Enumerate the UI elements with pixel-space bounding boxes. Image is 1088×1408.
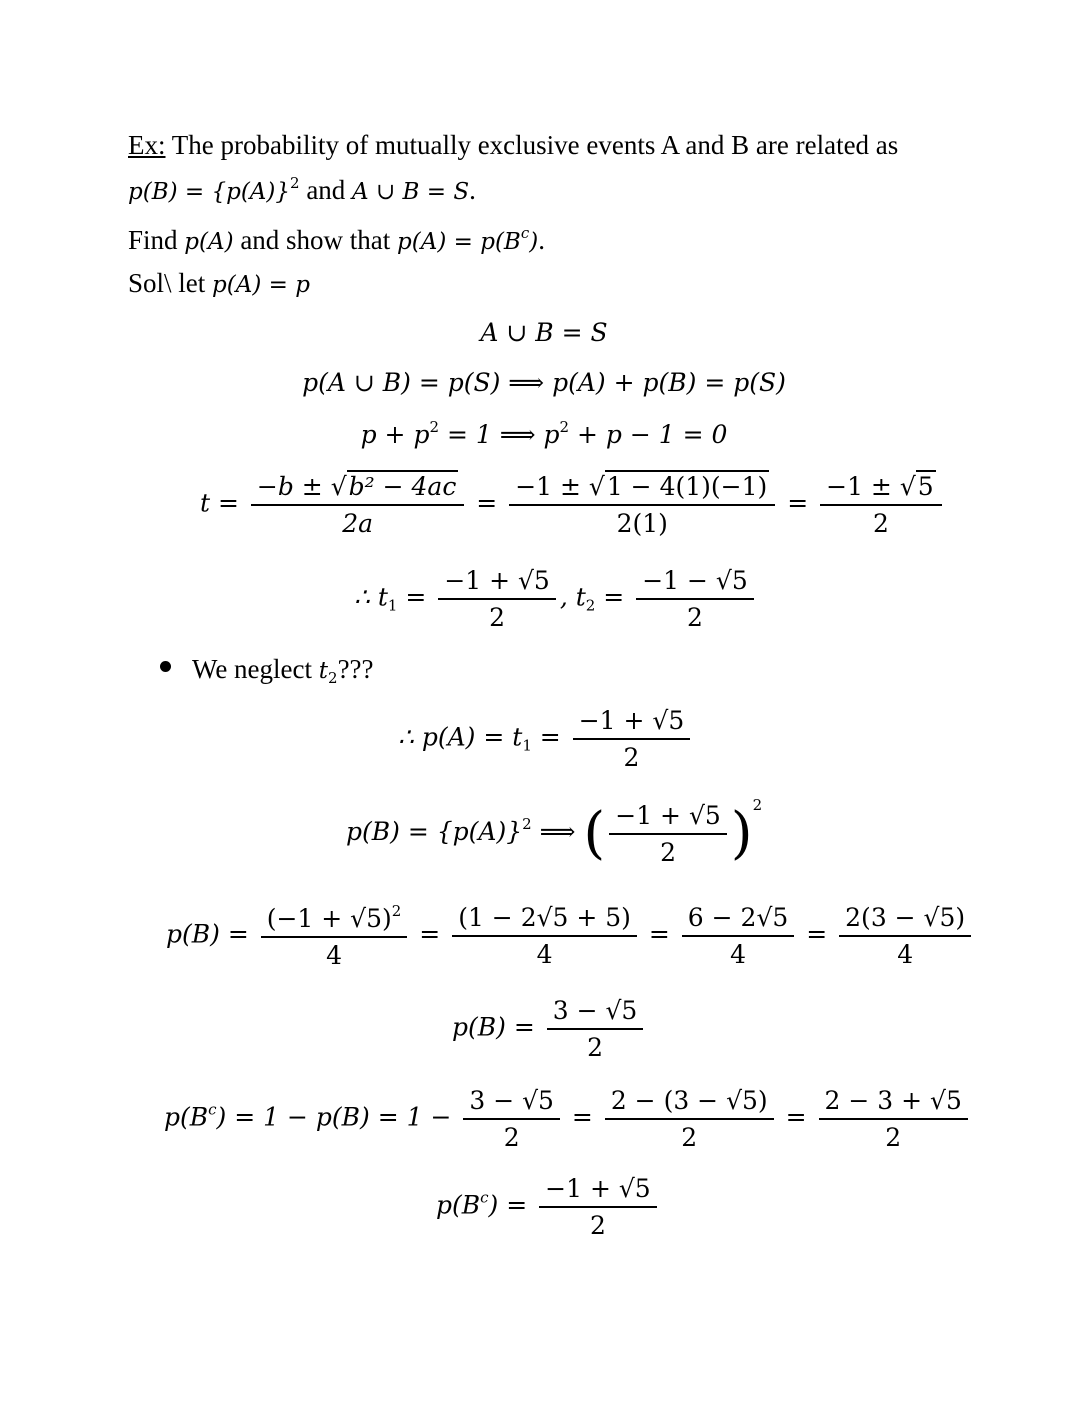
- eq-pbc-expand: [164, 1086, 972, 1152]
- pb-eq-2: =: [648, 919, 670, 949]
- bullet-label: We neglect: [192, 654, 319, 684]
- example-label: Ex:: [128, 130, 166, 160]
- quad-sq-2: 2: [559, 418, 570, 436]
- t-lhs: t =: [200, 488, 239, 518]
- equals-t1: =: [405, 582, 427, 612]
- problem-line-3: [128, 216, 545, 259]
- pb-result-num: 3 − √5: [547, 996, 644, 1030]
- frac-pb-inner: [609, 801, 727, 867]
- period: .: [469, 175, 476, 205]
- t1-sub: 1: [387, 596, 398, 615]
- pbc-eq-1: =: [571, 1102, 593, 1132]
- pbc2-num: 2 − (3 − √5): [605, 1086, 774, 1120]
- frac-pb-4: [839, 903, 971, 969]
- simp-den: 2: [872, 509, 889, 538]
- sub-num-b: 1 − 4(1)(−1): [606, 472, 768, 501]
- frac-pb-1: [261, 902, 408, 970]
- bullet-t: t: [318, 658, 329, 684]
- pa-expr: p(A): [184, 229, 234, 255]
- problem-line-1: [128, 128, 898, 162]
- frac-pbc-result: [539, 1174, 657, 1240]
- pb-result-den: 2: [587, 1033, 603, 1062]
- simp-num-a: −1 ±: [826, 472, 900, 501]
- pb-result-lhs: p(B) =: [452, 1012, 535, 1042]
- frac-substituted: $\frac{-1 \pm √1 - 4(1)(-1)}{2(1)}$: [509, 472, 775, 538]
- problem-line-2: [128, 166, 476, 209]
- pbc-lhs-b: ) = 1 − p(B) = 1 −: [216, 1102, 452, 1132]
- pb1-den: 4: [326, 941, 342, 970]
- eq-roots: [354, 566, 758, 632]
- pb-lhs: p(B) = {p(A)}: [346, 817, 523, 846]
- frac-pb-2: [452, 903, 637, 969]
- pb-inner-num: −1 + √5: [609, 801, 727, 835]
- period: .: [538, 225, 545, 255]
- quad-part-a: p + p: [360, 420, 430, 449]
- frac-pb-3: [682, 903, 795, 969]
- gen-num-b: b² − 4ac: [348, 472, 457, 501]
- pbc-result-c: c: [480, 1188, 489, 1207]
- left-paren: (: [583, 801, 606, 866]
- t2-label: , t: [559, 582, 586, 612]
- t1-den: 2: [489, 603, 506, 632]
- pb-pow: 2: [752, 796, 763, 814]
- solution-label: Sol\ let: [128, 268, 213, 298]
- pa-eq-expr: p(A) = p(B: [397, 229, 521, 255]
- solution-line: [128, 266, 310, 302]
- frac-pa: [573, 706, 691, 772]
- eq-pb-square: [346, 796, 762, 867]
- pb4-den: 4: [897, 940, 914, 969]
- frac-pbc-2: [605, 1086, 774, 1152]
- t2-den: 2: [687, 603, 703, 632]
- find-text: Find: [128, 225, 185, 255]
- t2-sub: 2: [585, 596, 596, 615]
- bullet-text: [192, 652, 374, 695]
- relation-exp: 2: [290, 174, 300, 192]
- pb2-den: 4: [536, 940, 553, 969]
- pb3-den: 4: [730, 940, 746, 969]
- pbc1-num: 3 − √5: [463, 1086, 560, 1120]
- pbc-eq-2: =: [785, 1102, 807, 1132]
- eq-pb-result: [452, 996, 647, 1062]
- eq-pbc-result: [436, 1174, 661, 1240]
- frac-pb-result: [547, 996, 644, 1062]
- eq-quadratic: [0, 418, 1088, 449]
- frac-t2: [636, 566, 754, 632]
- pbc-result-lhs-a: p(B: [436, 1190, 481, 1220]
- t1-label: ∴ t: [354, 582, 388, 612]
- eq-pa-value: [398, 706, 694, 772]
- t2-num: −1 − √5: [636, 566, 754, 600]
- pbc-result-lhs-b: ) =: [488, 1190, 528, 1220]
- implies-arrow: ⟹: [531, 817, 584, 846]
- equals-t2: =: [603, 582, 625, 612]
- frac-t1: [438, 566, 556, 632]
- pbc3-num: 2 − 3 + √5: [819, 1086, 968, 1120]
- pb-exp: 2: [522, 815, 532, 833]
- bullet-q: ???: [337, 654, 374, 684]
- pa-eq: =: [531, 722, 561, 752]
- eq-quadratic-formula: [200, 472, 946, 538]
- let-expr: p(A) = p: [212, 272, 310, 298]
- pb3-num: 6 − 2√5: [682, 903, 795, 937]
- pbc-result-num: −1 + √5: [539, 1174, 657, 1208]
- sub-num-a: −1 ±: [515, 472, 589, 501]
- eq-prob-union: p(A ∪ B) = p(S) ⟹ p(A) + p(B) = p(S): [302, 368, 786, 397]
- pa-sub: 1: [522, 736, 532, 755]
- complement-c: c: [520, 224, 530, 242]
- quad-sq-1: 2: [429, 418, 440, 436]
- eq-union: A ∪ B = S: [480, 318, 608, 347]
- quad-part-c: + p − 1 = 0: [569, 420, 728, 449]
- eq-pb-expand: [166, 902, 975, 970]
- frac-pbc-3: [819, 1086, 968, 1152]
- pbc-lhs-a: p(B: [164, 1102, 209, 1132]
- pa-lhs: ∴ p(A) = t: [398, 722, 523, 752]
- problem-text: The probability of mutually exclusive events A and B are related as: [165, 130, 899, 160]
- pb-eq-3: =: [806, 919, 828, 949]
- pbc3-den: 2: [885, 1123, 902, 1152]
- frac-general: $\frac{\text{−b ± √b² − 4ac}}{2a}$: [251, 472, 464, 538]
- pb1-num: (−1 + √5): [266, 904, 392, 933]
- pbc2-den: 2: [681, 1123, 698, 1152]
- pa-den: 2: [623, 743, 640, 772]
- sub-den: 2(1): [616, 509, 668, 538]
- equals-1: =: [476, 488, 498, 518]
- pb4-num: 2(3 − √5): [839, 903, 971, 937]
- pb1-pow: 2: [391, 902, 402, 920]
- pb2-num: (1 − 2√5 + 5): [452, 903, 637, 937]
- quad-part-b: = 1 ⟹ p: [439, 420, 560, 449]
- show-text: and show that: [233, 225, 398, 255]
- frac-simplified: $\frac{-1 \pm √5}{2}$: [820, 472, 942, 538]
- right-paren: ): [730, 801, 753, 866]
- and-text: and: [299, 175, 353, 205]
- simp-num-b: 5: [917, 472, 934, 501]
- bullet-icon: [160, 661, 171, 672]
- gen-num-a: −b ±: [256, 472, 331, 501]
- bullet-sub: 2: [328, 669, 338, 687]
- gen-den: 2a: [342, 509, 374, 538]
- pb-inner-den: 2: [660, 837, 676, 867]
- relation-expr: p(B) = {p(A)}: [128, 179, 291, 205]
- pb-eq-1: =: [419, 919, 441, 949]
- t1-num: −1 + √5: [438, 566, 556, 600]
- pa-num: −1 + √5: [573, 706, 691, 740]
- frac-pbc-1: [463, 1086, 560, 1152]
- pbc1-den: 2: [503, 1123, 520, 1152]
- pbc-c: c: [208, 1100, 217, 1119]
- union-expr: A ∪ B = S: [352, 179, 470, 205]
- equals-2: =: [787, 488, 809, 518]
- pb-expand-lhs: p(B) =: [166, 919, 249, 949]
- close-paren: ): [529, 229, 539, 255]
- pbc-result-den: 2: [589, 1211, 606, 1240]
